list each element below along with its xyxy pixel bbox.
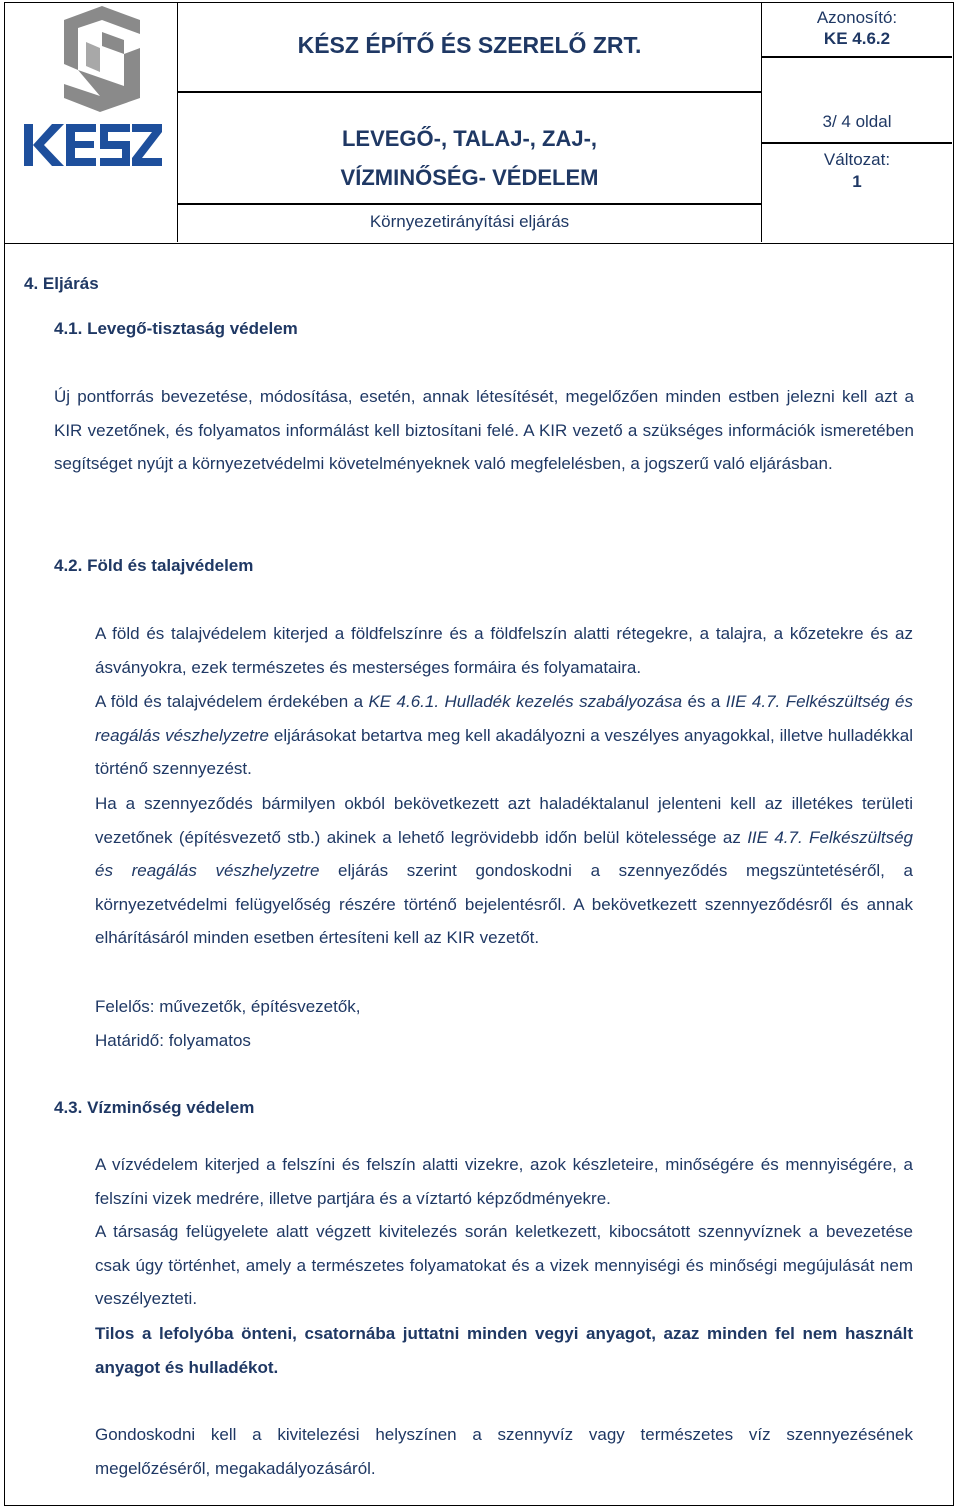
text-run: Ha a szennyeződés bármilyen okból bekövetkezett azt haladéktalanul jelenteni kell az illetékes területi vezetőnek (építésvezető stb.) akinek a lehető legrövidebb időn belül kötelessége az [95,794,913,847]
section-heading: 4.1. Levegő-tisztaság védelem [54,319,298,338]
doc-title-line2: VÍZMINŐSÉG- VÉDELEM [340,165,599,190]
reference-link: IIE 4.7. Felkészültség és reagálás vészhelyzetre [95,827,913,880]
header-meta-cell [762,2,952,242]
doc-subtitle: Környezetirányítási eljárás [369,212,570,231]
paragraph: Új pontforrás bevezetése, módosítása, esetén, annak létesítését, megelőzően minden estben jelezni kell azt a KIR vezetőnek, és folyamatos informálást kell biztosítani felé. A KIR vezető a szükséges információk ismeretében segítséget nyújt a környezetvédelmi követelményeknek való megfelelésben, a jogszerű való eljárásban. [54,387,914,473]
paragraph: Határidő: folyamatos [95,1031,251,1050]
logo-wordmark [24,124,162,166]
page-number: 3/ 4 oldal [822,112,892,131]
reference-link: KE 4.6.1. Hulladék kezelés szabályozása [368,692,683,711]
text-run: eljárás szerint gondoskodni a szennyeződés megszüntetéséről, a környezetvédelmi felügyelőség részére történő bejelentésről. A bekövetkezett szennyeződésről és annak elhárításáról minden esetben értesíteni kell az KIR vezetőt. [95,861,914,947]
version-label: Változat: [823,150,891,169]
warning-paragraph: Tilos a lefolyóba önteni, csatornába juttatni minden vegyi anyagot, azaz minden fel nem használt anyagot és hulladékot. [95,1324,913,1377]
header-divider [178,91,761,93]
version-value: 1 [852,172,862,191]
header-divider [762,56,952,58]
paragraph: A társaság felügyelete alatt végzett kivitelezés során keletkezett, kibocsátott szennyvíznek a bevezetése csak úgy történhet, amely a természetes folyamatokat és a vizek mennyiségi és minőségi megújulását nem veszélyezteti. [95,1222,913,1308]
paragraph: Felelős: művezetők, építésvezetők, [95,997,361,1016]
paragraph: A föld és talajvédelem kiterjed a földfelszínre és a földfelszín alatti rétegekre, a talajra, a kőzetekre és az ásványokra, ezek természetes és mesterséges formáira és folyamataira. [95,624,913,677]
text-run: és a [682,692,726,711]
company-name: KÉSZ ÉPÍTŐ ÉS SZERELŐ ZRT. [297,32,642,58]
header-title-cell [178,2,762,242]
text-run: eljárásokat betartva meg kell akadályozni a veszélyes anyagokkal, illetve hulladékkal történő szennyezést. [95,725,913,778]
reference-link: IIE 4.7. Felkészültség és reagálás vészhelyzetre [95,692,913,745]
doc-title-line1: LEVEGŐ-, TALAJ-, ZAJ-, [341,126,598,151]
section-heading: 4.2. Föld és talajvédelem [54,556,254,575]
header-divider [178,203,761,205]
document-header [4,2,954,244]
paragraph: A vízvédelem kiterjed a felszíni és felszín alatti vizekre, azok készleteire, minőségére és mennyiségére, a felszíni vizek medrére, illetve partjára és a víztartó képződményekre. [95,1155,913,1208]
paragraph: Gondoskodni kell a kivitelezési helyszínen a szennyvíz vagy természetes víz szennyezésének megelőzéséről, megakadályozásáról. [95,1425,913,1478]
section-heading: 4.3. Vízminőség védelem [54,1098,255,1117]
text-run: A föld és talajvédelem érdekében a [95,692,369,711]
id-label: Azonosító: [816,8,898,27]
logo-cell [4,2,178,242]
paragraph [95,787,913,955]
section-heading: 4. Eljárás [24,274,99,293]
id-value: KE 4.6.2 [823,29,891,48]
company-logo [4,2,178,242]
header-divider [762,142,952,144]
paragraph [95,685,913,786]
